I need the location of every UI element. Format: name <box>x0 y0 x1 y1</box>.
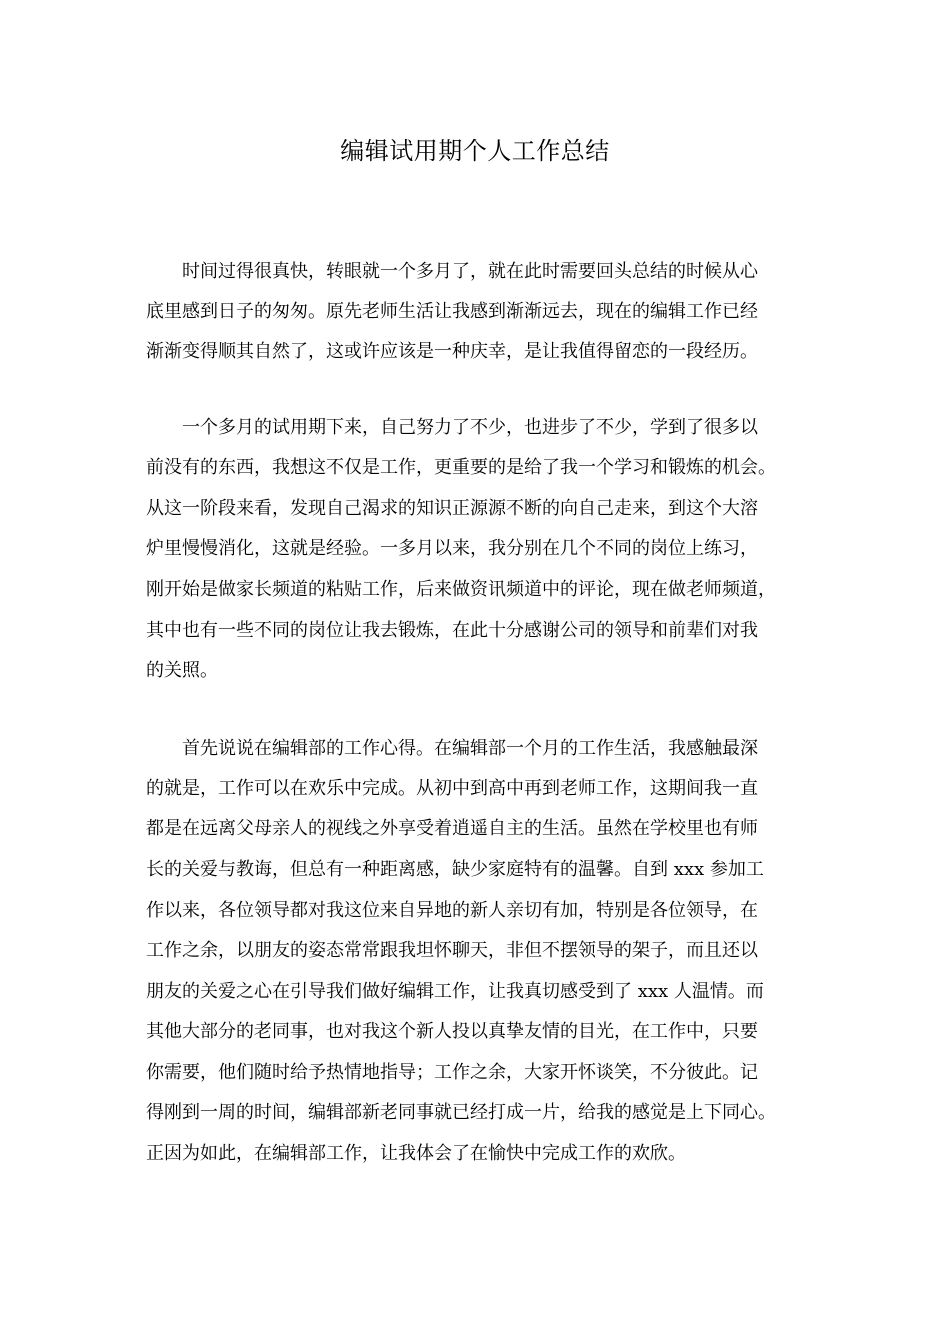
paragraph-3-line-3: 都是在远离父母亲人的视线之外享受着逍遥自主的生活。虽然在学校里也有师 <box>146 818 758 839</box>
paragraph-3-line-9: 你需要，他们随时给予热情地指导；工作之余，大家开怀谈笑，不分彼此。记 <box>146 1062 758 1083</box>
paragraph-2-line-4: 炉里慢慢消化，这就是经验。一多月以来，我分别在几个不同的岗位上练习， <box>146 538 758 559</box>
paragraph-3-line-7: 朋友的关爱之心在引导我们做好编辑工作，让我真切感受到了 xxx 人温情。而 <box>146 981 764 1002</box>
paragraph-2-line-2: 前没有的东西，我想这不仅是工作，更重要的是给了我一个学习和锻炼的机会。 <box>146 457 776 478</box>
paragraph-3-line-6: 工作之余，以朋友的姿态常常跟我坦怀聊天，非但不摆领导的架子，而且还以 <box>146 940 758 961</box>
document-title: 编辑试用期个人工作总结 <box>340 137 610 165</box>
paragraph-3-line-11: 正因为如此，在编辑部工作，让我体会了在愉快中完成工作的欢欣。 <box>146 1143 686 1164</box>
paragraph-2-line-1: 一个多月的试用期下来，自己努力了不少，也进步了不少，学到了很多以 <box>182 417 758 438</box>
paragraph-2-line-7: 的关照。 <box>146 660 218 681</box>
paragraph-2-line-6: 其中也有一些不同的岗位让我去锻炼，在此十分感谢公司的领导和前辈们对我 <box>146 620 758 641</box>
paragraph-1-line-1: 时间过得很真快，转眼就一个多月了，就在此时需要回头总结的时候从心 <box>182 261 758 282</box>
paragraph-1-line-2: 底里感到日子的匆匆。原先老师生活让我感到渐渐远去，现在的编辑工作已经 <box>146 301 758 322</box>
paragraph-3-line-1: 首先说说在编辑部的工作心得。在编辑部一个月的工作生活，我感触最深 <box>182 738 758 759</box>
paragraph-3-line-10: 得刚到一周的时间，编辑部新老同事就已经打成一片，给我的感觉是上下同心。 <box>146 1102 776 1123</box>
paragraph-3-line-2: 的就是，工作可以在欢乐中完成。从初中到高中再到老师工作，这期间我一直 <box>146 778 758 799</box>
paragraph-3-line-5: 作以来，各位领导都对我这位来自异地的新人亲切有加，特别是各位领导，在 <box>146 900 758 921</box>
paragraph-2-line-3: 从这一阶段来看，发现自己渴求的知识正源源不断的向自己走来，到这个大溶 <box>146 498 758 519</box>
paragraph-1-line-3: 渐渐变得顺其自然了，这或许应该是一种庆幸，是让我值得留恋的一段经历。 <box>146 341 758 362</box>
paragraph-3-line-4: 长的关爱与教诲，但总有一种距离感，缺少家庭特有的温馨。自到 xxx 参加工 <box>146 859 764 880</box>
paragraph-3-line-8: 其他大部分的老同事，也对我这个新人投以真挚友情的目光，在工作中，只要 <box>146 1021 758 1042</box>
paragraph-2-line-5: 刚开始是做家长频道的粘贴工作，后来做资讯频道中的评论，现在做老师频道， <box>146 579 776 600</box>
